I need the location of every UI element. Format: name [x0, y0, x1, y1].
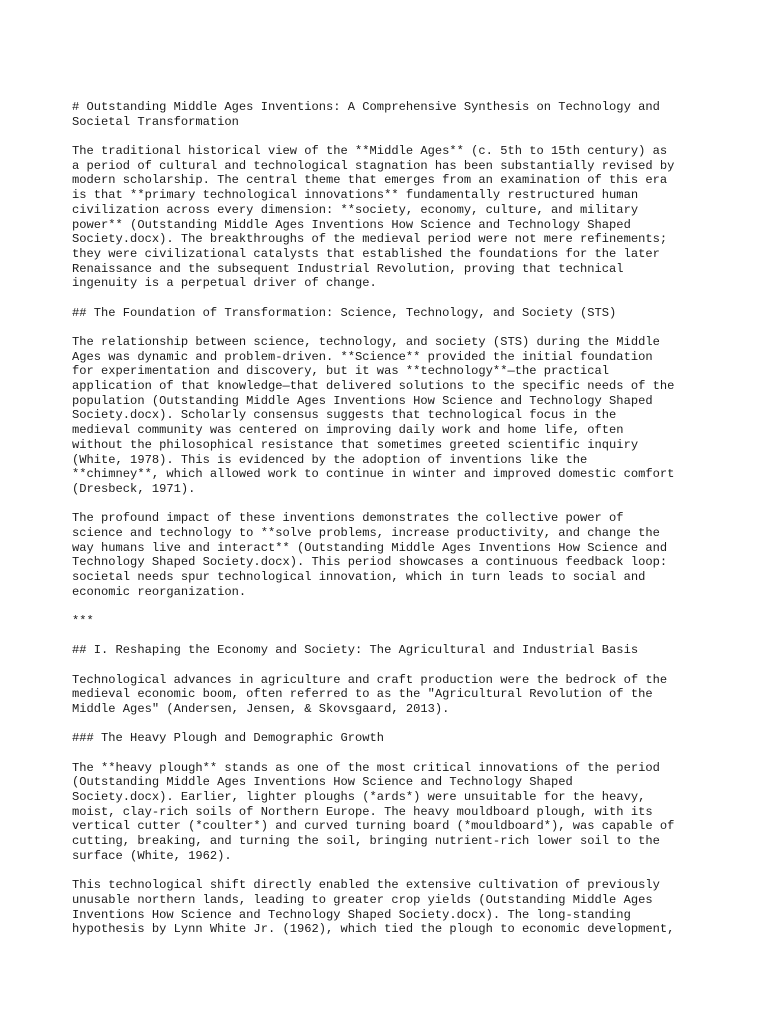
subsection-heading-plough: ### The Heavy Plough and Demographic Growth	[72, 731, 385, 746]
intro-paragraph: The traditional historical view of the **Middle Ages** (c. 5th to 15th century) as a period of cultural and technological stagnation has been substantially revised by modern scholarship. The central theme that emerges from an examination of this era is that **primary technological innovations** fundamentally restructured human civilization across every dimension: **society, economy, culture, and military power** (Outstanding Middle Ages Inventions How Science and Technology Shaped Society.docx). The breakthroughs of the medieval period were not mere refinements; they were civilizational catalysts that established the foundations for the later Renaissance and the subsequent Industrial Revolution, proving that technical ingenuity is a perpetual driver of change.	[72, 144, 675, 291]
sts-paragraph-1: The relationship between science, technology, and society (STS) during the Middle Ages was dynamic and problem-driven. **Science** provided the initial foundation for experimentation and discovery, but it was **technology**—the practical application of that knowledge—that delivered solutions to the specific needs of the population (Outstanding Middle Ages Inventions How Science and Technology Shaped Society.docx). Scholarly consensus suggests that technological focus in the medieval community was centered on improving daily work and home life, often without the philosophical resistance that sometimes greeted scientific inquiry (White, 1978). This is evidenced by the adoption of inventions like the **chimney**, which allowed work to continue in winter and improved domestic comfort (Dresbeck, 1971).	[72, 334, 675, 496]
section-separator: ***	[72, 614, 94, 629]
document-page	[72, 100, 712, 952]
document-title: # Outstanding Middle Ages Inventions: A Comprehensive Synthesis on Technology and Societal Transformation	[72, 100, 660, 129]
section-heading-foundation: ## The Foundation of Transformation: Science, Technology, and Society (STS)	[72, 305, 617, 320]
section-heading-economy: ## I. Reshaping the Economy and Society: The Agricultural and Industrial Basis	[72, 643, 639, 658]
plough-paragraph-1: The **heavy plough** stands as one of the most critical innovations of the period (Outstanding Middle Ages Inventions How Science and Technology Shaped Society.docx). Earlier, lighter ploughs (*ards*) were unsuitable for the heavy, moist, clay-rich soils of Northern Europe. The heavy mouldboard plough, with its vertical cutter (*coulter*) and curved turning board (*mouldboard*), was capable of cutting, breaking, and turning the soil, bringing nutrient-rich lower soil to the surface (White, 1962).	[72, 760, 675, 863]
economy-paragraph: Technological advances in agriculture and craft production were the bedrock of the medieval economic boom, often referred to as the "Agricultural Revolution of the Middle Ages" (Andersen, Jensen, & Skovsgaard, 2013).	[72, 672, 668, 717]
sts-paragraph-2: The profound impact of these inventions demonstrates the collective power of science and technology to **solve problems, increase productivity, and change the way humans live and interact** (Outstanding Middle Ages Inventions How Science and Technology Shaped Society.docx). This period showcases a continuous feedback loop: societal needs spur technological innovation, which in turn leads to social and economic reorganization.	[72, 511, 668, 599]
plough-paragraph-2: This technological shift directly enabled the extensive cultivation of previously unusable northern lands, leading to greater crop yields (Outstanding Middle Ages Inventions How Science and Technology Shaped Society.docx). The long-standing hypothesis by Lynn White Jr. (1962), which tied the plough to economic development,	[72, 878, 675, 937]
